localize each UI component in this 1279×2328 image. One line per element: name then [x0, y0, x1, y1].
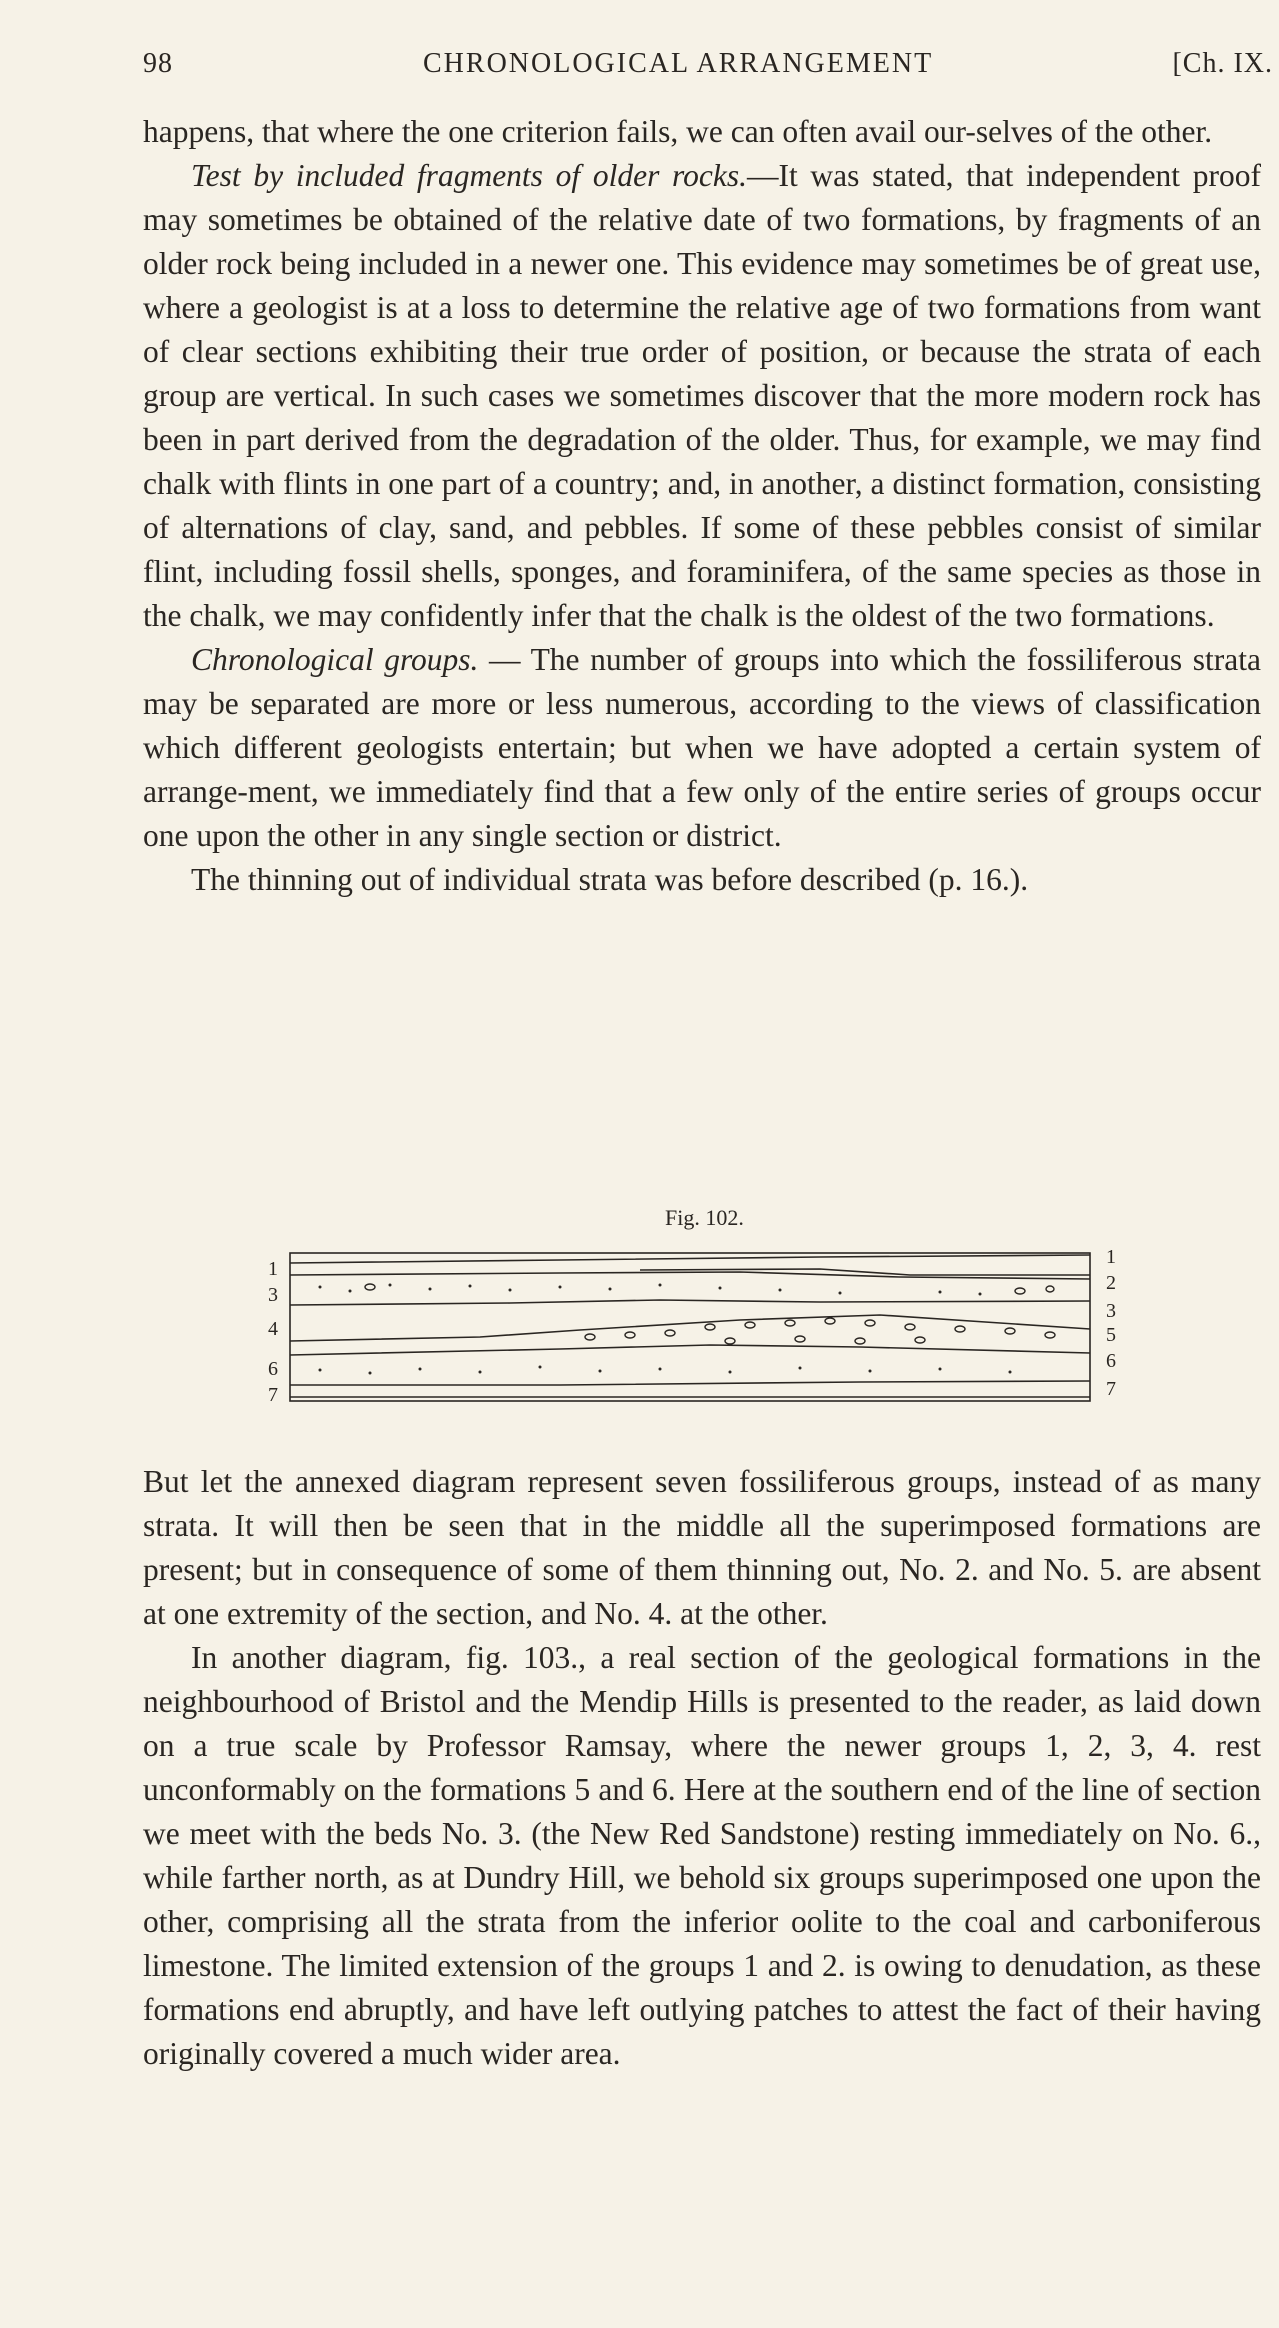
stratum-boundary [290, 1255, 1090, 1263]
right-label: 7 [1106, 1378, 1116, 1400]
left-label: 7 [268, 1384, 278, 1406]
section-heading: Test by included fragments of older rocks. [191, 158, 747, 193]
paragraph [143, 154, 1261, 638]
right-label: 5 [1106, 1324, 1116, 1346]
paragraph: happens, that where the one criterion fails, we can often avail our-selves of the other. [143, 114, 1213, 149]
figure-caption: Fig. 102. [665, 1205, 744, 1230]
sand-dots [319, 1284, 1012, 1375]
paragraph: In another diagram, fig. 103., a real section of the geological formations in the neighbourhood of Bristol and the Mendip Hills is presented to the reader, as laid down on a true scale by Professor Ramsay, where the newer groups 1, 2, 3, 4. rest unconformably on the formations 5 and 6. Here at the southern end of the line of section we meet with the beds No. 3. (the New Red Sandstone) resting immediately on No. 6., while farther north, as at Dundry Hill, we behold six groups superimposed one upon the other, comprising all the strata from the inferior oolite to the coal and carboniferous limestone. The limited extension of the groups 1 and 2. is owing to denudation, as these formations end abruptly, and have left outlying patches to attest the fact of their having originally covered a much wider area. [143, 1640, 1261, 2071]
left-label: 1 [268, 1258, 278, 1280]
paragraph: But let the annexed diagram represent seven fossiliferous groups, instead of as many strata. It will then be seen that in the middle all the superimposed formations are present; but in consequence of some of them thinning out, No. 2. and No. 5. are absent at one extremity of the section, and No. 4. at the other. [143, 1464, 1261, 1631]
page-number: 98 [143, 48, 173, 79]
section-heading: Chronological groups. [191, 642, 479, 677]
stratum-boundary [290, 1315, 1090, 1341]
strata-diagram [260, 1245, 1160, 1435]
right-label: 6 [1106, 1350, 1116, 1372]
figure-102 [260, 1205, 1160, 1435]
running-title: CHRONOLOGICAL ARRANGEMENT [423, 48, 934, 79]
body-text-top [143, 110, 1261, 902]
body-text-bottom [143, 1460, 1261, 2076]
right-label: 2 [1106, 1272, 1116, 1294]
chapter-marker: [Ch. IX. [1172, 48, 1273, 79]
left-label: 3 [268, 1284, 278, 1306]
pebbles [365, 1284, 1055, 1344]
page-header [143, 48, 1273, 88]
paragraph-text: — The number of groups into which the fossiliferous strata may be separated are more or less numerous, according to the views of classification which different geologists entertain; but when we have adopted a certain system of arrange-ment, we immediately find that a few only of the entire series of groups occur one upon the other in any single section or district. [143, 642, 1262, 853]
stratum-boundary [290, 1381, 1090, 1385]
paragraph-text: —It was stated, that independent proof may sometimes be obtained of the relative date of two formations, by fragments of an older rock being included in a newer one. This evidence may sometimes be of great use, where a geologist is at a loss to determine the relative age of two formations from want of clear sections exhibiting their true order of position, or because the strata of each group are vertical. In such cases we sometimes discover that the more modern rock has been in part derived from the degradation of the older. Thus, for example, we may find chalk with flints in one part of a country; and, in another, a distinct formation, consisting of alternations of clay, sand, and pebbles. If some of these pebbles consist of similar flint, including fossil shells, sponges, and foraminifera, of the same species as those in the chalk, we may confidently infer that the chalk is the oldest of the two formations. [143, 158, 1261, 633]
stratum-boundary [290, 1345, 1090, 1355]
left-label: 4 [268, 1318, 278, 1340]
stratum-boundary [290, 1300, 1090, 1305]
left-label: 6 [268, 1358, 278, 1380]
right-label: 3 [1106, 1300, 1116, 1322]
paragraph: The thinning out of individual strata was before described (p. 16.). [191, 862, 1029, 897]
right-label: 1 [1106, 1246, 1116, 1268]
paragraph [143, 638, 1261, 858]
